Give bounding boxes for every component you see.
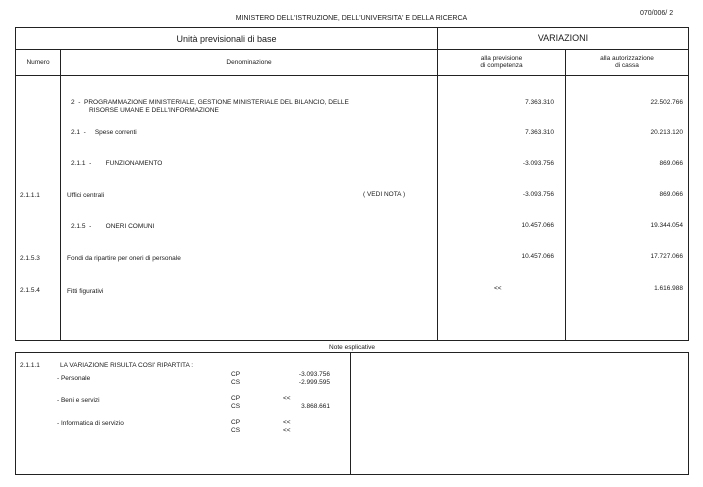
table-row-denominazione: 2.1 - Spese correnti <box>71 129 137 136</box>
col-numero-header: Numero <box>26 59 50 66</box>
note-item-cp-value: << <box>283 395 291 402</box>
table-row-numero: 2.1.1.1 <box>20 192 40 199</box>
col-denominazione-header: Denominazione <box>226 59 272 66</box>
notes-numero: 2.1.1.1 <box>20 362 40 369</box>
note-item-label: - Personale <box>57 375 91 382</box>
table-row-denominazione: 2.1.5 - ONERI COMUNI <box>71 223 155 230</box>
table-row-denominazione: 2 - PROGRAMMAZIONE MINISTERIALE, GESTIONE MINISTERIALE DEL BILANCIO, DELLE RISORSE UMANE E DELL'INFORMAZIONE <box>71 99 349 114</box>
table-row-cassa: 1.616.988 <box>654 285 683 292</box>
note-item-cs-value: 3.868.661 <box>301 403 330 410</box>
notes-intro: LA VARIAZIONE RISULTA COSI' RIPARTITA : <box>60 362 194 369</box>
note-item-cs-value: << <box>283 427 291 434</box>
table-row-previsione: << <box>494 285 502 292</box>
table-row-cassa: 869.066 <box>659 191 683 198</box>
table-row-cassa: 22.502.766 <box>650 99 683 106</box>
note-item-label: - Informatica di servizio <box>57 420 124 427</box>
col-previsione-header: alla previsione di competenza <box>480 55 523 69</box>
table-row-cassa: 17.727.066 <box>650 253 683 260</box>
table-row-previsione: -3.093.756 <box>522 191 554 198</box>
table-row-denominazione: Uffici centrali <box>67 192 105 199</box>
note-item-cp-value: << <box>283 419 291 426</box>
variazioni-header: VARIAZIONI <box>537 33 589 43</box>
table-row-denominazione: Fitti figurativi <box>67 288 104 295</box>
unit-header: Unità previsionali di base <box>176 34 277 44</box>
table-row-previsione: 7.363.310 <box>525 129 554 136</box>
note-item-cs: CS <box>231 403 241 410</box>
table-row-previsione: 10.457.066 <box>521 222 554 229</box>
table-row-previsione: 10.457.066 <box>521 253 554 260</box>
col-autorizzazione-header: alla autorizzazione di cassa <box>600 55 654 69</box>
note-item-label: - Beni e servizi <box>57 397 100 404</box>
note-item-cp: CP <box>231 371 241 378</box>
table-row-previsione: -3.093.756 <box>522 160 554 167</box>
table-row-cassa: 19.344.054 <box>650 222 683 229</box>
note-item-cs-value: -2.999.595 <box>298 379 330 386</box>
vedi-nota-link[interactable]: ( VEDI NOTA ) <box>363 191 406 198</box>
note-item-cp-value: -3.093.756 <box>298 371 330 378</box>
notes-title: Note esplicative <box>329 344 375 351</box>
table-row-cassa: 869.066 <box>659 160 683 167</box>
document-code: 070/006/ 2 <box>640 10 674 17</box>
ministry-title: MINISTERO DELL'ISTRUZIONE, DELL'UNIVERSITA' E DELLA RICERCA <box>235 15 468 22</box>
table-row-cassa: 20.213.120 <box>650 129 683 136</box>
table-row-numero: 2.1.5.3 <box>20 255 40 262</box>
note-item-cp: CP <box>231 395 241 402</box>
note-item-cs: CS <box>231 379 241 386</box>
table-row-previsione: 7.363.310 <box>525 99 554 106</box>
table-row-numero: 2.1.5.4 <box>20 287 40 294</box>
note-item-cp: CP <box>231 419 241 426</box>
table-row-denominazione: Fondi da ripartire per oneri di personale <box>67 255 181 262</box>
table-row-denominazione: 2.1.1 - FUNZIONAMENTO <box>71 160 163 167</box>
note-item-cs: CS <box>231 427 241 434</box>
